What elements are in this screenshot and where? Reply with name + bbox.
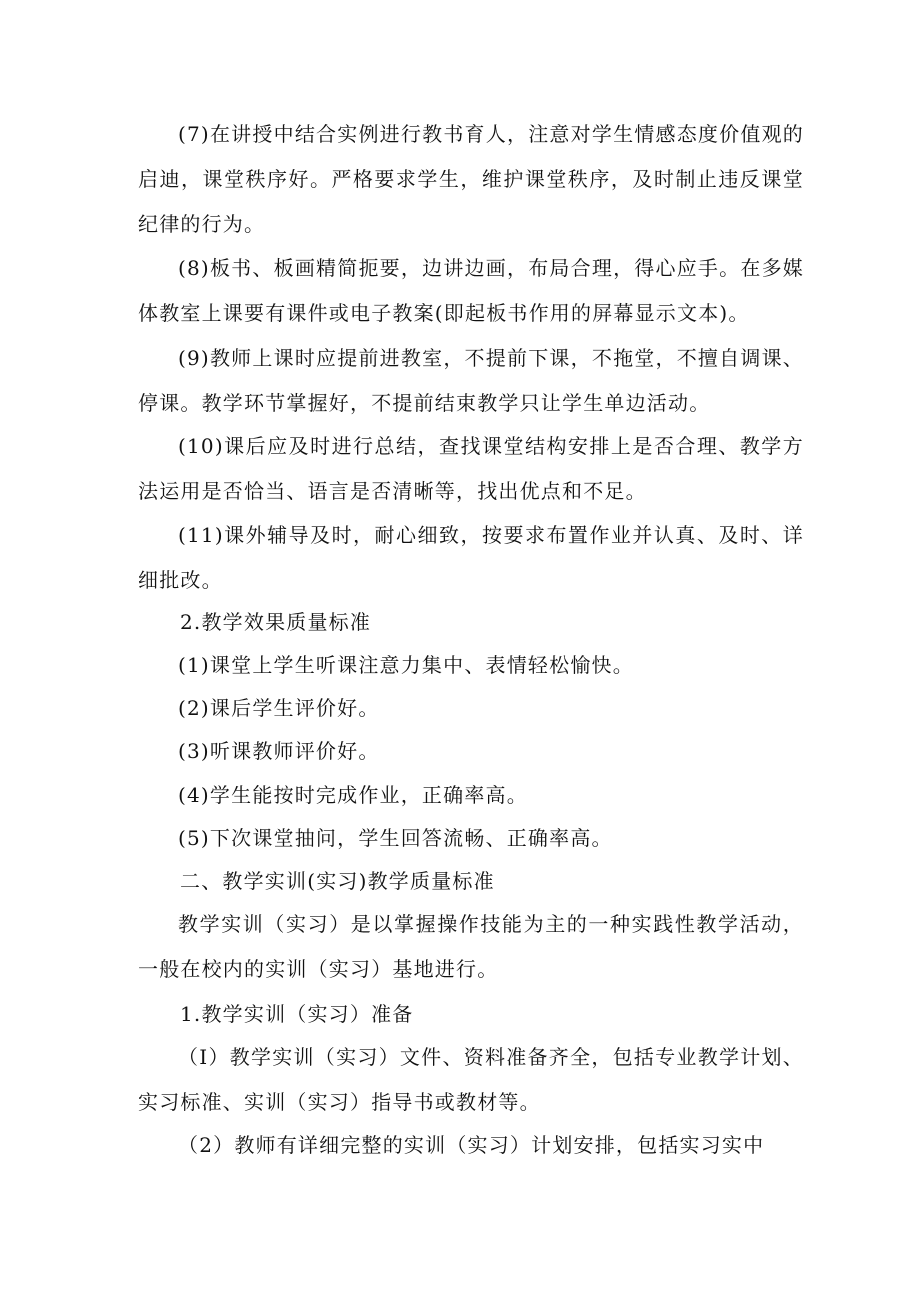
paragraph-item-11: (11)课外辅导及时，耐心细致，按要求布置作业并认真、及时、详细批改。 bbox=[138, 523, 804, 592]
effect-item-2: (2)课后学生评价好。 bbox=[178, 696, 380, 720]
paragraph-item-8: (8)板书、板画精简扼要，边讲边画，布局合理，得心应手。在多媒体教室上课要有课件或电子教案(即起板书作用的屏幕显示文本)。 bbox=[138, 256, 804, 325]
paragraph-item-9: (9)教师上课时应提前进教室，不提前下课，不拖堂，不擅自调课、停课。教学环节掌握好，不提前结束教学只让学生单边活动。 bbox=[138, 346, 804, 415]
preparation-item-1: （I）教学实训（实习）文件、资料准备齐全，包括专业教学计划、实习标准、实训（实习）指导书或教材等。 bbox=[138, 1045, 804, 1114]
paragraph-item-7: (7)在讲授中结合实例进行教书育人，注意对学生情感态度价值观的启迪，课堂秩序好。严格要求学生，维护课堂秩序，及时制止违反课堂纪律的行为。 bbox=[138, 122, 804, 236]
preparation-item-2: （2）教师有详细完整的实训（实习）计划安排，包括实习实中 bbox=[178, 1133, 765, 1157]
section-heading-teaching-effect: 2.教学效果质量标准 bbox=[180, 610, 372, 634]
training-intro-paragraph: 教学实训（实习）是以掌握操作技能为主的一种实践性教学活动，一般在校内的实训（实习）基地进行。 bbox=[138, 912, 804, 981]
effect-item-1: (1)课堂上学生听课注意力集中、表情轻松愉快。 bbox=[178, 653, 634, 677]
paragraph-item-10: (10)课后应及时进行总结，查找课堂结构安排上是否合理、教学方法运用是否恰当、语言是否清晰等，找出优点和不足。 bbox=[138, 434, 804, 503]
section-heading-training-quality: 二、教学实训(实习)教学质量标准 bbox=[180, 869, 495, 893]
effect-item-4: (4)学生能按时完成作业，正确率高。 bbox=[178, 783, 528, 807]
effect-item-3: (3)听课教师评价好。 bbox=[178, 739, 380, 763]
subheading-training-preparation: 1.教学实训（实习）准备 bbox=[180, 1002, 414, 1026]
effect-item-5: (5)下次课堂抽问，学生回答流畅、正确率高。 bbox=[178, 826, 613, 850]
